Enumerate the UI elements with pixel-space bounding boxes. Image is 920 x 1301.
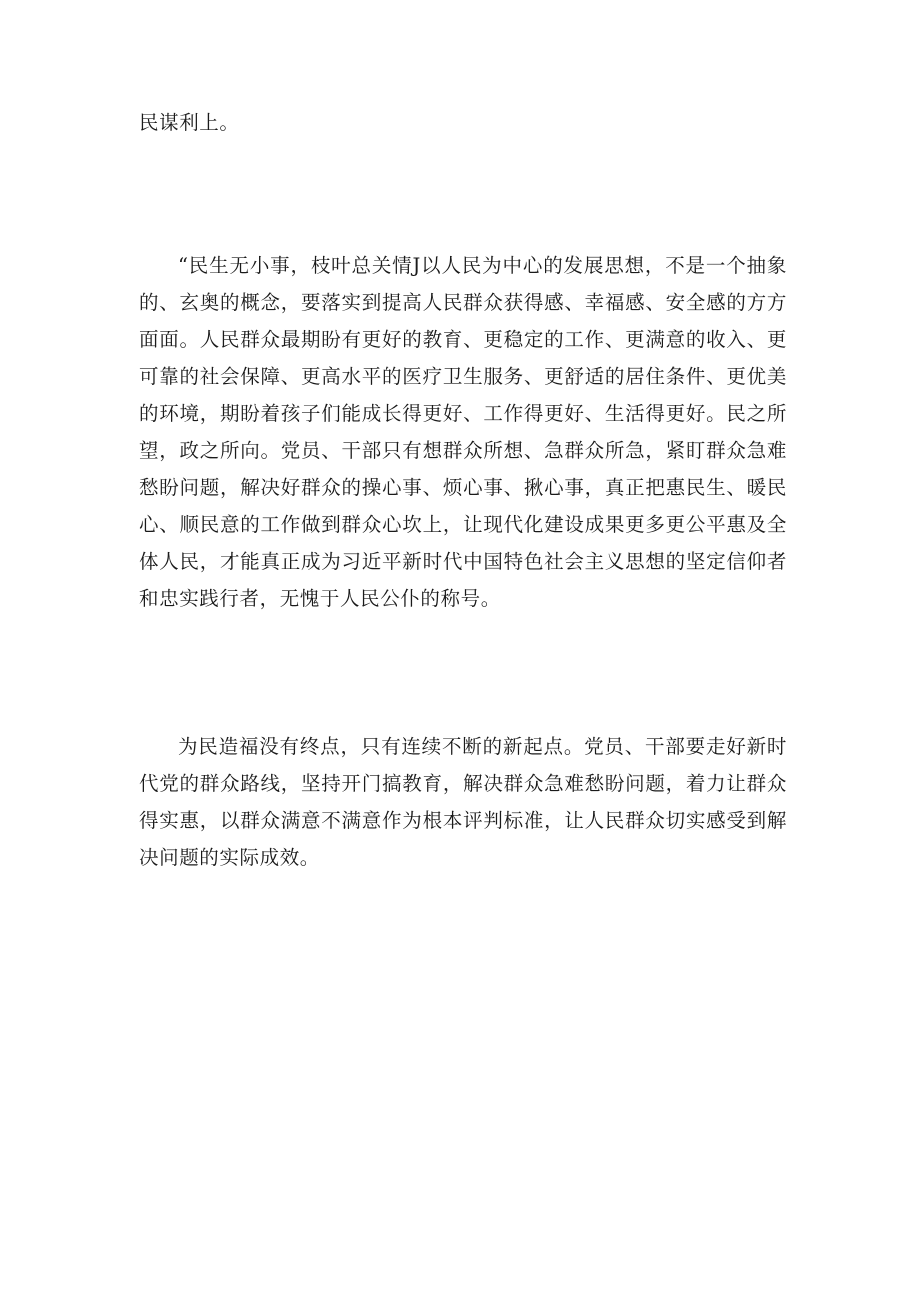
paragraph-new-starting-point: 为民造福没有终点，只有连续不断的新起点。党员、干部要走好新时代党的群众路线，坚持开门搞教育，解决群众急难愁盼问题，着力让群众得实惠，以群众满意不满意作为根本评判标准，让人民群众切实感受到解决问题的实际成效。	[139, 735, 787, 869]
paragraph-people-livelihood: “民生无小事，枝叶总关情J以人民为中心的发展思想，不是一个抽象的、玄奥的概念，要落实到提高人民群众获得感、幸福感、安全感的方方面面。人民群众最期盼有更好的教育、更稳定的工作、更满意的收入、更可靠的社会保障、更高水平的医疗卫生服务、更舒适的居住条件、更优美的环境，期盼着孩子们能成长得更好、工作得更好、生活得更好。民之所望，政之所向。党员、干部只有想群众所想、急群众所急，紧盯群众急难愁盼问题，解决好群众的操心事、烦心事、揪心事，真正把惠民生、暖民心、顺民意的工作做到群众心坎上，让现代化建设成果更多更公平惠及全体人民，才能真正成为习近平新时代中国特色社会主义思想的坚定信仰者和忠实践行者，无愧于人民公仆的称号。	[139, 254, 787, 610]
paragraph-continuation: 民谋利上。	[139, 111, 240, 134]
